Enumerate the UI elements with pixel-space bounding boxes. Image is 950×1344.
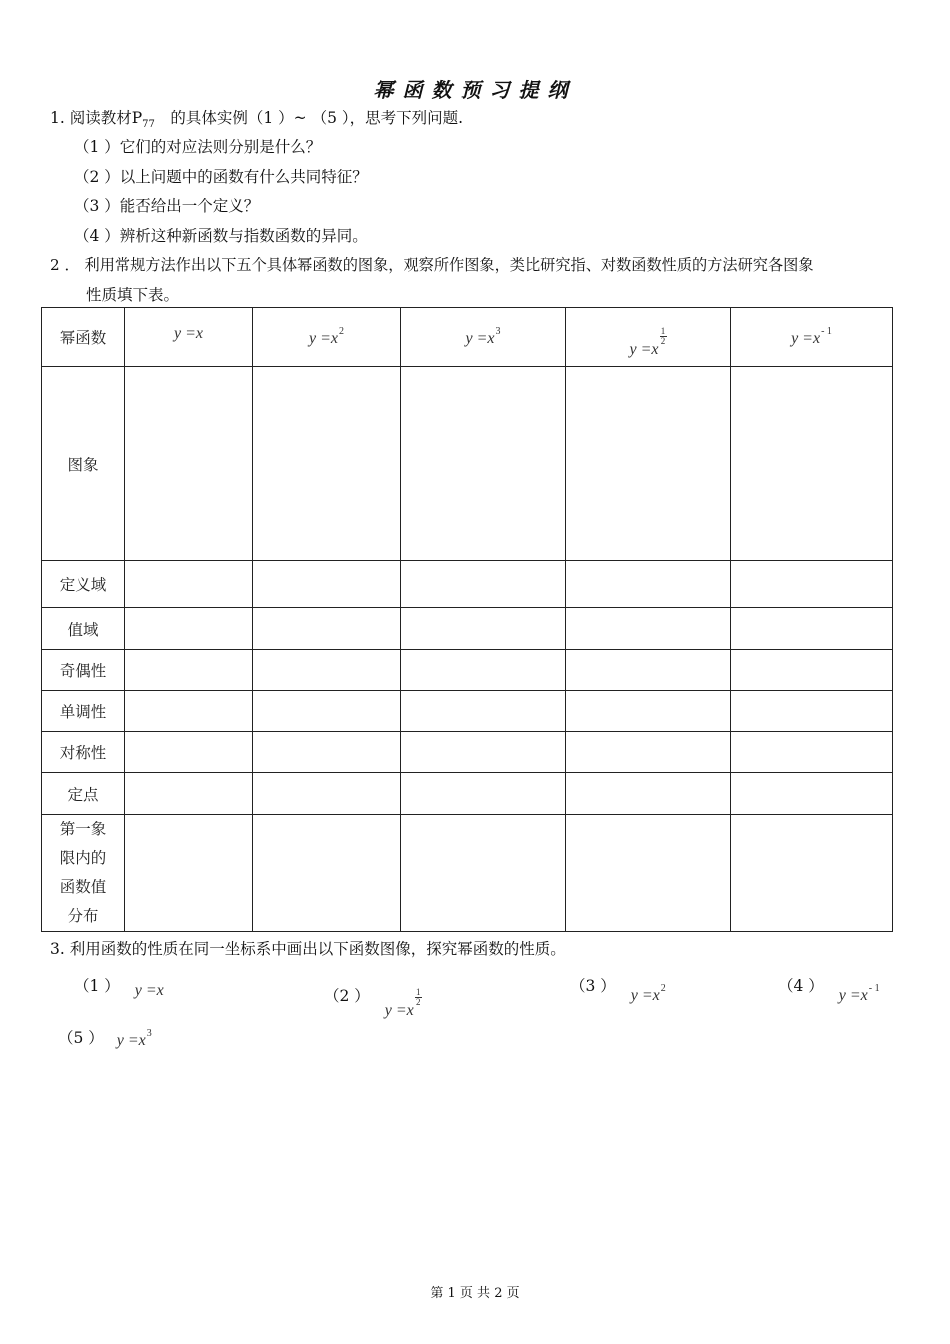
blank-cell[interactable] xyxy=(731,561,893,608)
question-1-item: （2 ）以上问题中的函数有什么共同特征？ xyxy=(74,168,368,186)
q3-item-1 xyxy=(74,974,164,999)
header-function-cell xyxy=(253,308,401,367)
q3-item-5 xyxy=(58,1026,152,1048)
blank-cell[interactable] xyxy=(253,650,401,691)
question-2-line-1: 2 ． 利用常规方法作出以下五个具体幂函数的图象，观察所作图象，类比研究指、对数函数性质的方法研究各图象 xyxy=(50,256,814,274)
row-label-cell xyxy=(42,815,125,932)
row-label-line: 函数值 xyxy=(59,878,107,896)
row-label-cell: 单调性 xyxy=(42,691,125,732)
blank-cell[interactable] xyxy=(125,608,253,650)
blank-cell[interactable] xyxy=(401,773,566,815)
function-exponent: 2 xyxy=(339,326,344,337)
function-formula: y =x xyxy=(309,330,338,347)
blank-cell[interactable] xyxy=(566,367,731,561)
q3-item-label: （4 ） xyxy=(778,977,824,995)
blank-cell[interactable] xyxy=(401,732,566,773)
table-row-range xyxy=(42,608,893,650)
blank-cell[interactable] xyxy=(125,815,253,932)
question-1-tail: 的具体实例（1 ）~ （5 ），思考下列问题. xyxy=(154,109,464,127)
table-header-row xyxy=(42,308,893,367)
row-label-line: 分布 xyxy=(67,907,99,925)
row-label-cell: 图象 xyxy=(42,367,125,561)
blank-cell[interactable] xyxy=(731,773,893,815)
blank-cell[interactable] xyxy=(253,773,401,815)
row-label-cell: 值域 xyxy=(42,608,125,650)
table-row-graph xyxy=(42,367,893,561)
blank-cell[interactable] xyxy=(566,608,731,650)
blank-cell[interactable] xyxy=(125,561,253,608)
header-function-cell xyxy=(566,308,731,367)
question-1-item: （3 ）能否给出一个定义？ xyxy=(74,197,260,215)
function-formula: y =x xyxy=(629,341,659,358)
table-row-parity xyxy=(42,650,893,691)
blank-cell[interactable] xyxy=(731,608,893,650)
function-formula: y =x xyxy=(384,1002,414,1019)
fraction-numerator: 1 xyxy=(660,326,666,336)
function-formula: y =x xyxy=(465,330,495,347)
blank-cell[interactable] xyxy=(401,608,566,650)
blank-cell[interactable] xyxy=(566,561,731,608)
row-label-line: 限内的 xyxy=(59,849,107,867)
page-footer: 第 1 页 共 2 页 xyxy=(430,1286,520,1301)
table-row-first-quadrant xyxy=(42,815,893,932)
function-exponent: 3 xyxy=(495,326,501,337)
blank-cell[interactable] xyxy=(253,732,401,773)
blank-cell[interactable] xyxy=(731,732,893,773)
fraction-denominator: 2 xyxy=(660,336,666,346)
blank-cell[interactable] xyxy=(401,691,566,732)
table-row-domain xyxy=(42,561,893,608)
blank-cell[interactable] xyxy=(125,367,253,561)
blank-cell[interactable] xyxy=(566,691,731,732)
table-row-fixed-point xyxy=(42,773,893,815)
function-exponent: 2 xyxy=(660,983,666,994)
q3-item-3 xyxy=(570,974,666,1004)
function-exponent: 3 xyxy=(146,1028,152,1039)
blank-cell[interactable] xyxy=(566,815,731,932)
question-1 xyxy=(50,106,463,130)
row-label-cell: 奇偶性 xyxy=(42,650,125,691)
blank-cell[interactable] xyxy=(566,773,731,815)
blank-cell[interactable] xyxy=(253,815,401,932)
blank-cell[interactable] xyxy=(253,691,401,732)
q3-item-label: （5 ） xyxy=(58,1029,104,1047)
blank-cell[interactable] xyxy=(401,561,566,608)
function-fraction-exponent xyxy=(415,988,422,1007)
question-1-item: （4 ）辨析这种新函数与指数函数的异同。 xyxy=(74,227,368,245)
q3-item-label: （3 ） xyxy=(570,977,616,995)
row-label-cell: 对称性 xyxy=(42,732,125,773)
function-formula: y =x xyxy=(838,987,868,1004)
blank-cell[interactable] xyxy=(125,732,253,773)
blank-cell[interactable] xyxy=(125,691,253,732)
blank-cell[interactable] xyxy=(566,732,731,773)
function-formula: y =x xyxy=(174,324,203,342)
q3-item-label: （2 ） xyxy=(324,987,370,1005)
header-function-cell xyxy=(401,308,566,367)
blank-cell[interactable] xyxy=(401,815,566,932)
question-3: 3. 利用函数的性质在同一坐标系中画出以下函数图像，探究幂函数的性质。 xyxy=(50,940,566,958)
page-title: 幂函数预习提纲 xyxy=(373,78,577,102)
table-row-symmetry xyxy=(42,732,893,773)
blank-cell[interactable] xyxy=(401,367,566,561)
blank-cell[interactable] xyxy=(253,561,401,608)
function-fraction-exponent xyxy=(660,327,667,346)
question-1-lead: 1. 阅读教材P xyxy=(50,109,143,127)
function-formula: y =x xyxy=(116,1032,146,1049)
blank-cell[interactable] xyxy=(253,608,401,650)
function-exponent: - 1 xyxy=(868,983,880,994)
function-exponent: - 1 xyxy=(821,326,832,337)
header-label-cell: 幂函数 xyxy=(42,308,125,367)
row-label-cell: 定点 xyxy=(42,773,125,815)
q3-item-label: （1 ） xyxy=(74,977,120,995)
header-function-cell xyxy=(731,308,893,367)
blank-cell[interactable] xyxy=(125,650,253,691)
blank-cell[interactable] xyxy=(731,650,893,691)
question-1-item: （1 ）它们的对应法则分别是什么？ xyxy=(74,138,322,156)
q3-item-4 xyxy=(778,974,880,1004)
page-subscript: 77 xyxy=(142,119,155,131)
blank-cell[interactable] xyxy=(731,691,893,732)
function-formula: y =x xyxy=(134,982,164,999)
blank-cell[interactable] xyxy=(401,650,566,691)
table-row-monotonicity xyxy=(42,691,893,732)
function-formula: y =x xyxy=(630,987,660,1004)
blank-cell[interactable] xyxy=(566,650,731,691)
power-function-table xyxy=(41,307,893,932)
header-function-cell xyxy=(125,308,253,367)
blank-cell[interactable] xyxy=(125,773,253,815)
row-label-line: 第一象 xyxy=(59,820,107,838)
blank-cell[interactable] xyxy=(731,815,893,932)
blank-cell[interactable] xyxy=(731,367,893,561)
function-formula: y =x xyxy=(791,330,821,347)
fraction-denominator: 2 xyxy=(415,997,421,1007)
question-2-line-2: 性质填下表。 xyxy=(86,286,180,304)
q3-item-2 xyxy=(324,974,422,1019)
row-label-cell: 定义域 xyxy=(42,561,125,608)
fraction-numerator: 1 xyxy=(415,987,421,997)
blank-cell[interactable] xyxy=(253,367,401,561)
